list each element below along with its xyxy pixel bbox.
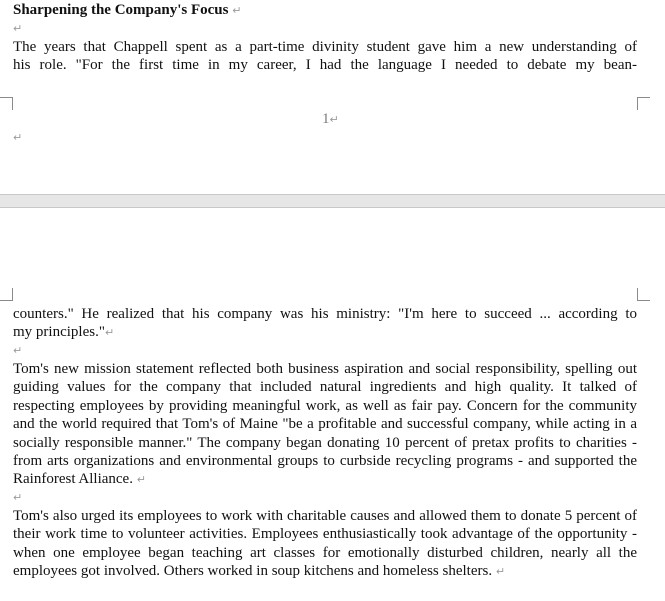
empty-paragraph [13,341,637,360]
page-break-gap[interactable] [0,194,665,208]
crop-mark-icon [0,288,13,301]
empty-paragraph [13,19,637,38]
paragraph-mark-icon: ↵ [495,565,506,579]
paragraph-mark-icon: ↵ [13,131,23,144]
paragraph-line: counters." He realized that his company was his ministry: "I'm here to succeed ... according to [13,306,637,322]
body-paragraph: Tom's also urged its employees to work with charitable causes and allowed them to donate 5 percent of their work time to volunteer activities. Employees enthusiastically took advantage of the opportunity - when one employee began teaching art classes for emotionally disturbed children, nearly all the employees got involved. Others worked in soup kitchens and homeless shelters. ↵ [13,508,637,580]
heading-line [13,1,637,20]
empty-paragraph [13,488,637,507]
paragraph-line: The years that Chappell spent as a part-time divinity student gave him a new understanding of [13,39,637,55]
paragraph-mark-icon: ↵ [104,326,115,339]
paragraph-line: his role. "For the first time in my career, I had the language I needed to debate my bean- [13,57,637,73]
paragraph-mark-icon: ↵ [13,22,23,35]
crop-mark-icon [0,97,13,110]
paragraph-mark-icon: ↵ [13,491,23,504]
paragraph-line: my principles."↵ [13,324,115,340]
paragraph-mark-icon: ↵ [13,344,23,357]
footer-page-number: 1↵ [322,111,339,127]
paragraph-mark-icon: ↵ [136,473,146,487]
page-1 [0,0,665,194]
body-paragraph: Tom's new mission statement reflected both business aspiration and social responsibility, spelling out guiding values for the company that included natural ingredients and high quality. It talked of respecting employees by providing meaningful work, as well as fair pay. Concern for the community and the world required that Tom's of Maine "be a profitable and successful company, while acting in a socially responsible manner." The company began donating 10 percent of pretax profits to charities - from arts organizations and environmental groups to curbside recycling programs - and supported the Rainforest Alliance. ↵ [13,361,637,488]
empty-paragraph [13,128,637,147]
paragraph-mark-icon: ↵ [232,4,242,17]
section-heading: Sharpening the Company's Focus [13,2,229,18]
crop-mark-icon [637,97,650,110]
paragraph-mark-icon: ↵ [329,113,339,126]
crop-mark-icon [637,288,650,301]
